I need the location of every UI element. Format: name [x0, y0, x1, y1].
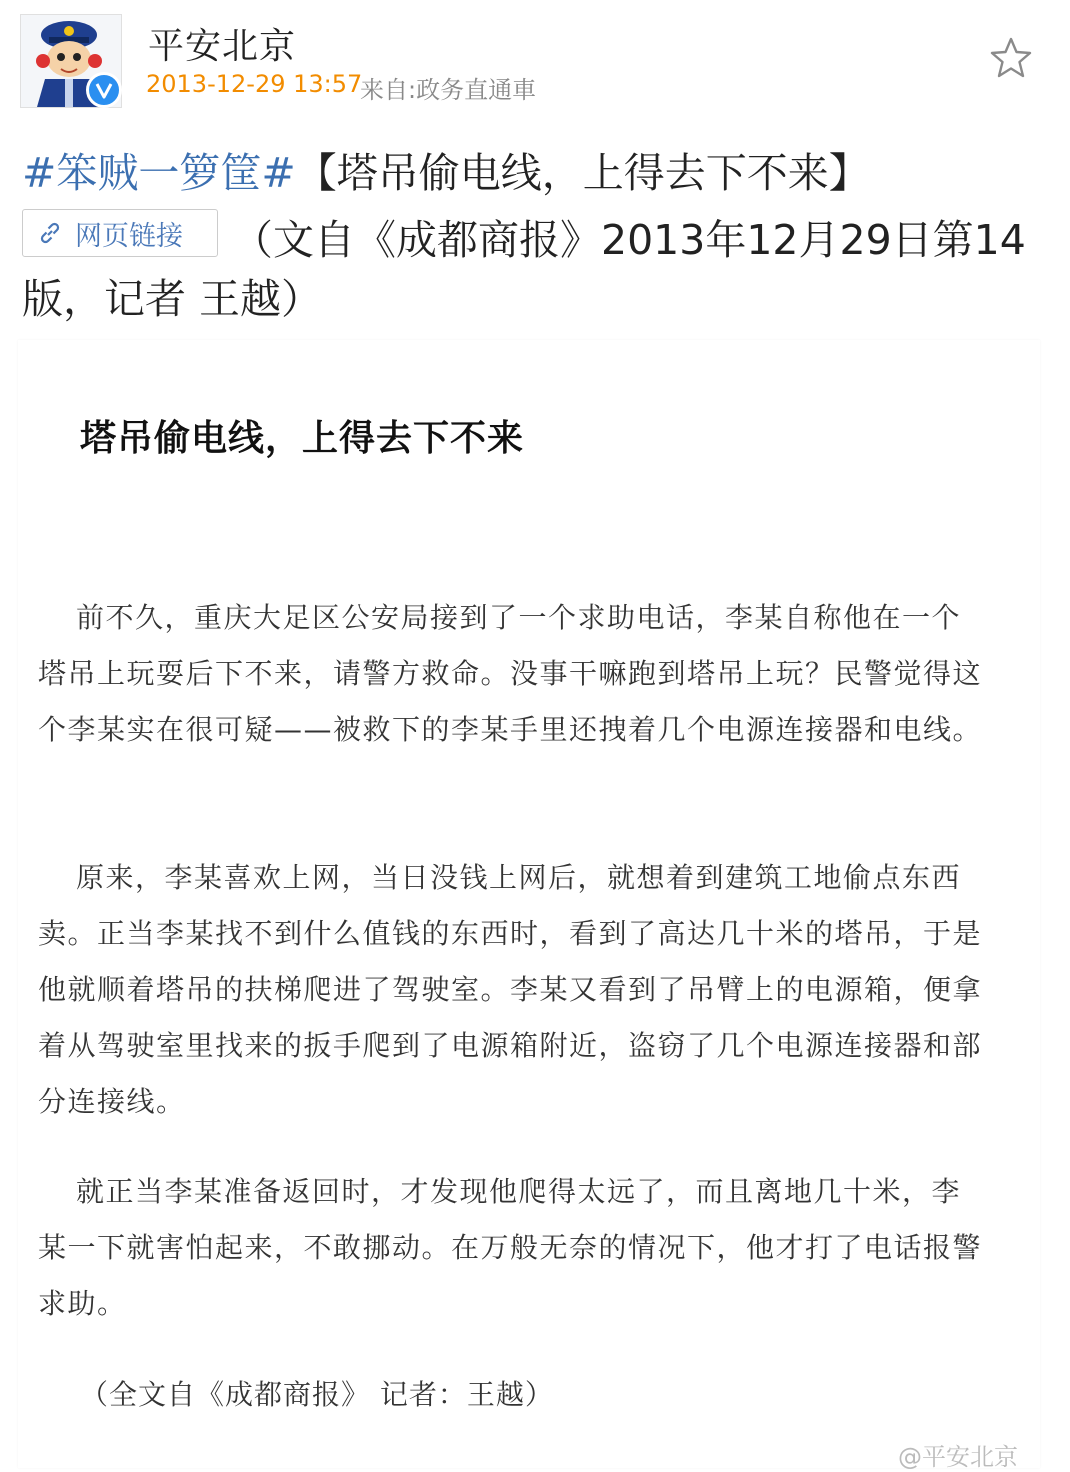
post-source-line-continued: 版，记者 王越） [22, 275, 323, 323]
post-source-line: （文自《成都商报》2013年12月29日第14 [232, 216, 1026, 264]
article-image[interactable] [18, 340, 1040, 1471]
article-title: 塔吊偷电线，上得去下不来 [80, 418, 525, 459]
web-link-label: 网页链接 [75, 220, 183, 252]
post-headline: 【塔吊偷电线，上得去下不来】 [295, 149, 870, 197]
post-headline-line [22, 140, 870, 199]
verified-v-icon [86, 72, 122, 108]
hashtag-link[interactable]: #笨贼一箩筐# [22, 149, 296, 197]
watermark: @平安北京 [898, 1443, 1018, 1471]
web-link-button[interactable] [22, 209, 218, 257]
article-paragraph: 前不久，重庆大足区公安局接到了一个求助电话，李某自称他在一个塔吊上玩耍后下不来，请警方救命。没事干嘛跑到塔吊上玩？民警觉得这个李某实在很可疑——被救下的李某手里还拽着几个电源连接器和电线。 [38, 601, 983, 746]
article-credit: （全文自《成都商报》 记者：王越） [80, 1378, 554, 1411]
link-icon [37, 220, 63, 246]
post-timestamp: 2013-12-29 13:57 [146, 70, 363, 98]
article-paragraph: 原来，李某喜欢上网，当日没钱上网后，就想着到建筑工地偷点东西卖。正当李某找不到什么值钱的东西时，看到了高达几十米的塔吊，于是他就顺着塔吊的扶梯爬进了驾驶室。李某又看到了吊臂上的电源箱，便拿着从驾驶室里找来的扳手爬到了电源箱附近，盗窃了几个电源连接器和部分连接线。 [38, 861, 983, 1118]
star-outline-icon[interactable] [988, 35, 1034, 81]
post-header [0, 0, 1070, 120]
article-paragraph: 就正当李某准备返回时，才发现他爬得太远了，而且离地几十米，李某一下就害怕起来，不敢挪动。在万般无奈的情况下，他才打了电话报警求助。 [38, 1175, 983, 1320]
account-name[interactable]: 平安北京 [148, 26, 297, 67]
post-source: 来自:政务直通車 [360, 76, 537, 104]
